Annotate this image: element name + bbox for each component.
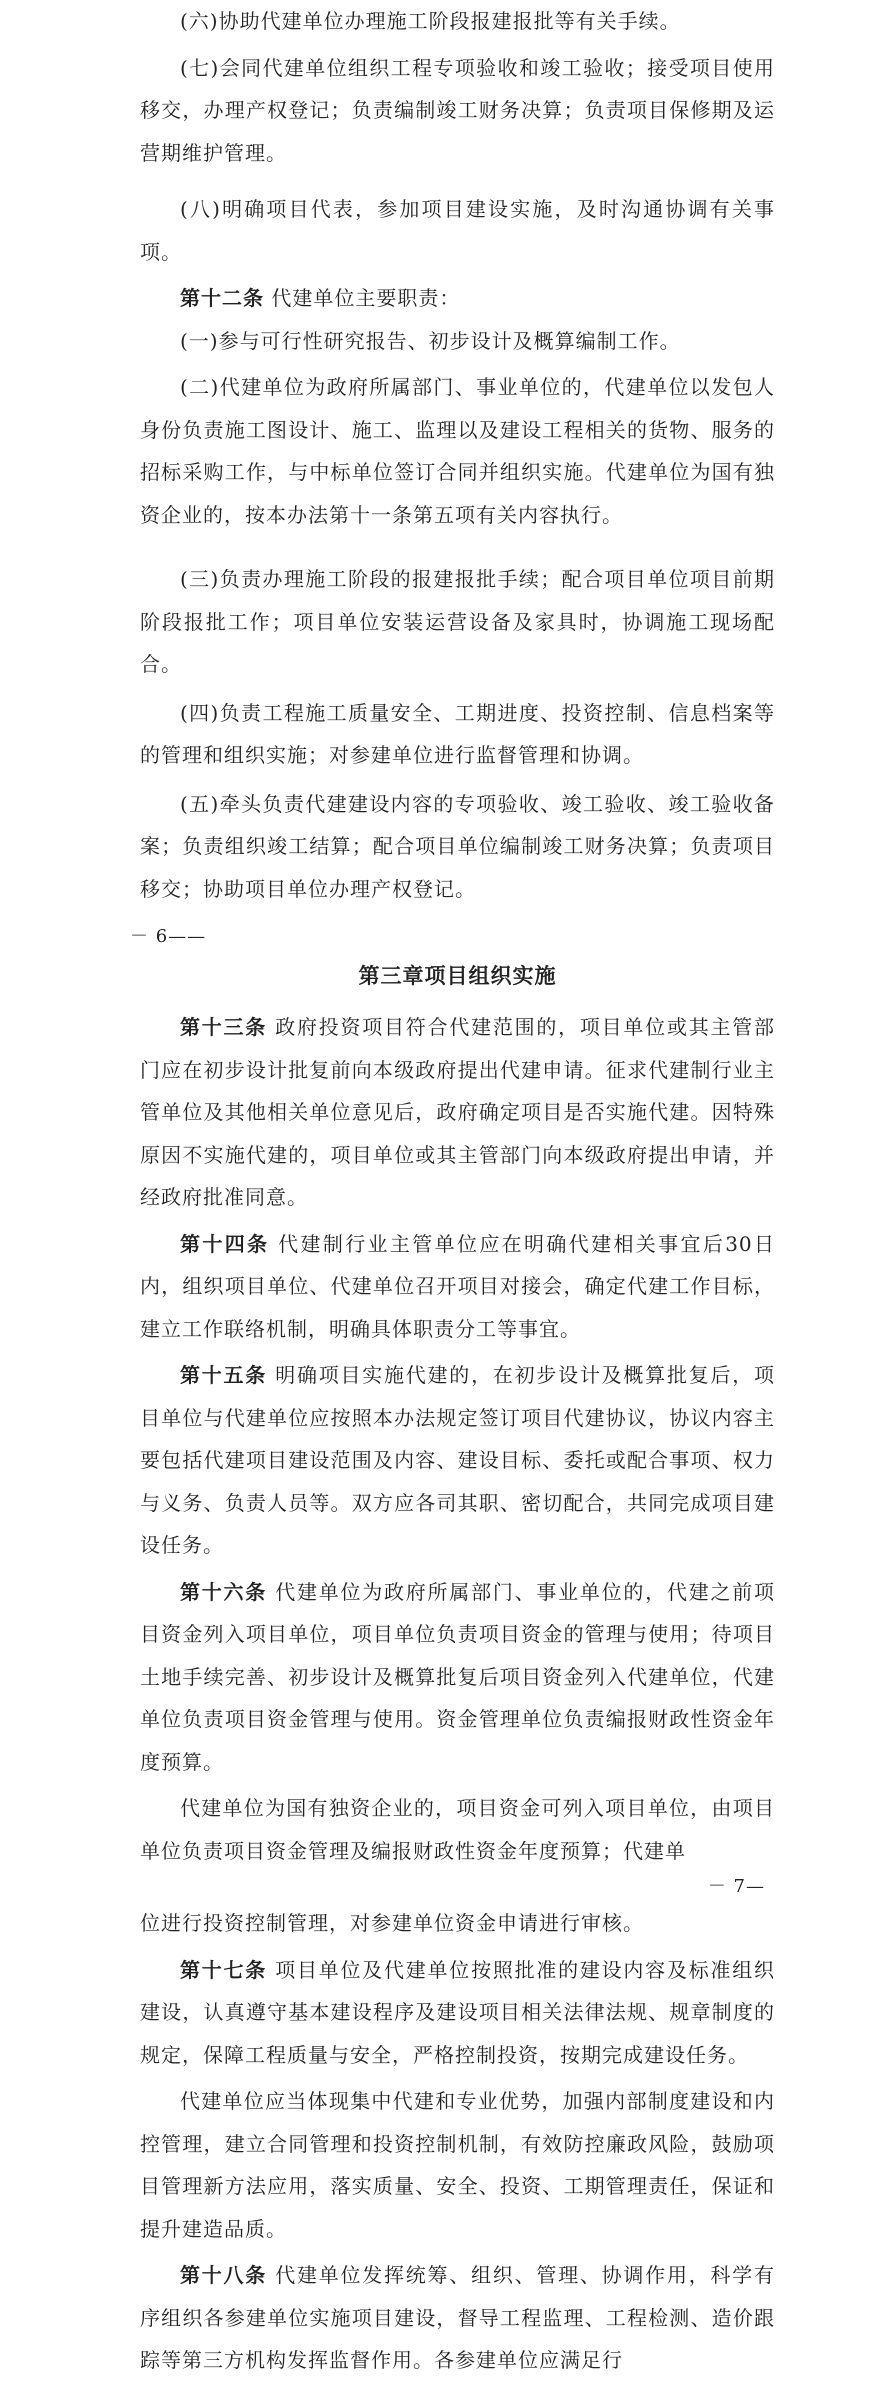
article-14	[140, 1223, 775, 1351]
paragraph-item-2: (二)代建单位为政府所属部门、事业单位的，代建单位以发包人身份负责施工图设计、施工、监理以及建设工程相关的货物、服务的招标采购工作，与中标单位签订合同并组织实施。代建单位为国有独资企业的，按本办法第十一条第五项有关内容执行。	[140, 375, 775, 527]
article-12-number: 第十二条	[180, 286, 264, 310]
article-18-number: 第十八条	[180, 2263, 268, 2287]
article-13-number: 第十三条	[180, 1015, 268, 1039]
article-16	[140, 1571, 775, 1784]
article-17-text: 项目单位及代建单位按照批准的建设内容及标准组织建设，认真遵守基本建设程序及建设项目相关法律法规、规章制度的规定，保障工程质量与安全，严格控制投资，按期完成建设任务。	[140, 1957, 776, 2067]
article-12	[140, 277, 775, 320]
article-16-paragraph-2-continued: 位进行投资控制管理，对参建单位资金申请进行审核。	[140, 1911, 644, 1935]
article-18	[140, 2254, 775, 2382]
article-16-paragraph-2: 代建单位为国有独资企业的，项目资金可列入项目单位，由项目单位负责项目资金管理及编报财政性资金年度预算；代建单	[140, 1796, 775, 1863]
paragraph-item-1: (一)参与可行性研究报告、初步设计及概算编制工作。	[180, 328, 681, 353]
article-13	[140, 1006, 775, 1219]
article-18-text: 代建单位发挥统筹、组织、管理、协调作用，科学有序组织各参建单位实施项目建设，督导工程监理、工程检测、造价跟踪等第三方机构发挥监督作用。各参建单位应满足行	[140, 2263, 776, 2372]
article-17-paragraph-2: 代建单位应当体现集中代建和专业优势，加强内部制度建设和内控管理，建立合同管理和投资控制机制，有效防控廉政风险，鼓励项目管理新方法应用，落实质量、安全、投资、工期管理责任，保证和提升建造品质。	[140, 2089, 775, 2241]
article-17	[140, 1949, 775, 2077]
paragraph-item-7: (七)会同代建单位组织工程专项验收和竣工验收；接受项目使用移交，办理产权登记；负责编制竣工财务决算；负责项目保修期及运营期维护管理。	[140, 55, 775, 165]
paragraph-item-8: (八)明确项目代表，参加项目建设实施，及时沟通协调有关事项。	[140, 197, 775, 264]
article-14-number: 第十四条	[180, 1231, 270, 1256]
page-number-7: － 7—	[707, 1876, 765, 1897]
paragraph-item-6: (六)协助代建单位办理施工阶段报建报批等有关手续。	[180, 9, 681, 33]
article-14-text: 代建制行业主管单位应在明确代建相关事宜后30日内，组织项目单位、代建单位召开项目对接会，确定代建工作目标，建立工作联络机制，明确具体职责分工等事宜。	[140, 1231, 776, 1341]
article-13-text: 政府投资项目符合代建范围的，项目单位或其主管部门应在初步设计批复前向本级政府提出代建申请。征求代建制行业主管单位及其他相关单位意见后，政府确定项目是否实施代建。因特殊原因不实施代建的，项目单位或其主管部门向本级政府提出申请，并经政府批准同意。	[140, 1015, 776, 1209]
article-15-number: 第十五条	[180, 1363, 268, 1387]
paragraph-item-4: (四)负责工程施工质量安全、工期进度、投资控制、信息档案等的管理和组织实施；对参建单位进行监督管理和协调。	[140, 700, 775, 767]
article-17-number: 第十七条	[180, 1957, 268, 1982]
chapter-title: 第三章项目组织实施	[358, 963, 557, 988]
paragraph-item-3: (三)负责办理施工阶段的报建报批手续；配合项目单位项目前期阶段报批工作；项目单位安装运营设备及家具时，协调施工现场配合。	[140, 567, 775, 676]
article-15-text: 明确项目实施代建的，在初步设计及概算批复后，项目单位与代建单位应按照本办法规定签订项目代建协议，协议内容主要包括代建项目建设范围及内容、建设目标、委托或配合事项、权力与义务、负责人员等。双方应各司其职、密切配合，共同完成项目建设任务。	[140, 1363, 776, 1557]
article-16-text: 代建单位为政府所属部门、事业单位的，代建之前项目资金列入项目单位，项目单位负责项目资金的管理与使用；待项目土地手续完善、初步设计及概算批复后项目资金列入代建单位，代建单位负责项目资金管理与使用。资金管理单位负责编报财政性资金年度预算。	[140, 1579, 776, 1774]
article-12-text: 代建单位主要职责：	[271, 286, 461, 310]
article-16-number: 第十六条	[180, 1579, 268, 1604]
article-15	[140, 1354, 775, 1567]
paragraph-item-5: (五)牵头负责代建建设内容的专项验收、竣工验收、竣工验收备案；负责组织竣工结算；配合项目单位编制竣工财务决算；负责项目移交；协助项目单位办理产权登记。	[140, 791, 775, 901]
page-number-6: － 6——	[130, 926, 207, 947]
